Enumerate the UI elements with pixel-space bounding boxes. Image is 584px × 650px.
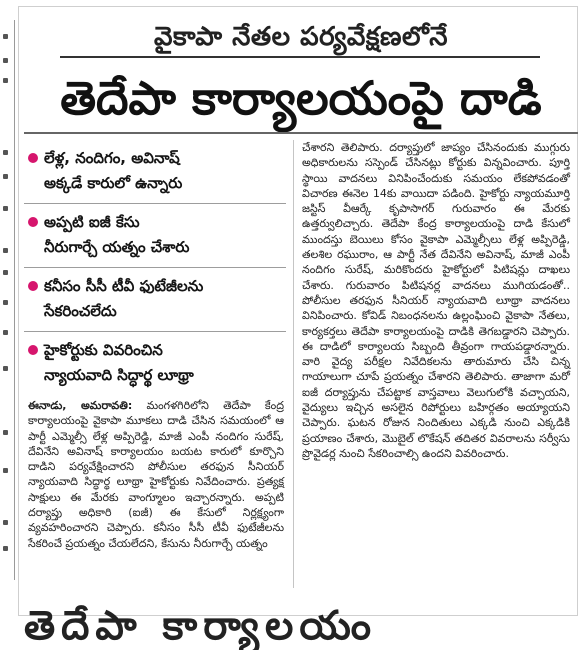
next-article-headline-clipped — [24, 602, 578, 649]
highlight-line: లేళ్ల, నందిగం, అవినాష్ — [44, 149, 180, 167]
highlight-line: సేకరించలేదు — [44, 302, 117, 320]
highlight-line: అక్కడే కారులో ఉన్నారు — [44, 174, 183, 192]
next-headline-text: తెదేపా కార్యాలయం — [24, 603, 378, 649]
bullet-dot-icon — [28, 281, 38, 291]
highlight-item — [24, 140, 286, 204]
body-text-left: మంగళగిరిలోని తెదేపా కేంద్ర కార్యాలయంపై వైకాపా మూకలు దాడి చేసిన సమయంలో ఆ పార్టీ ఎమ్మెల్సీ లేళ్ల అప్పిరెడ్డి, మాజీ ఎంపీ నందిగం సురేష్, దేవినేని అవినాష్ కార్యాలయం బయట కారులో కూర్చొని దాడిని పర్యవేక్షించారని పోలీసుల తరఫున సీనియర్ న్యాయవాది సిద్ధార్థ లూథ్రా హైకోర్టుకు నివేదించారు. ప్రత్యక్ష సాక్షులు ఈ మేరకు వాంగ్మూలం ఇచ్చారన్నారు. అప్పటి దర్యాప్తు అధికారి (ఐజీ) ఈ కేసులో నిర్లక్ష్యంగా వ్యవహరించారని చెప్పారు. కనీసం సీసీ టీవీ ఫుటేజీలను సేకరించే ప్రయత్నం చేయలేదని, కేసును నీరుగార్చే యత్నం — [28, 399, 285, 550]
headline-divider — [24, 132, 578, 134]
highlight-line: నీరుగార్చే యత్నం చేశారు — [44, 238, 190, 256]
highlight-item — [24, 204, 286, 268]
main-headline: తెదేపా కార్యాలయంపై దాడి — [60, 71, 542, 125]
column-separator — [14, 20, 15, 580]
highlight-item — [24, 268, 286, 332]
highlights-box — [24, 140, 286, 392]
bullet-dot-icon — [28, 153, 38, 163]
article-body-left — [28, 398, 284, 584]
kicker-headline: వైకాపా నేతల పర్యవేక్షణలోనే — [154, 22, 448, 52]
body-text-right: చేశారని తెలిపారు. దర్యాప్తులో జాప్యం చేసినందుకు ముగ్గురు అధికారులను సస్పెండ్ చేసినట్లు కోర్టుకు విన్నవించారు. పూర్తి స్థాయి వాదనలు వినిపించేందుకు సమయం లేకపోవడంతో విచారణ ఈనెల 14కు వాయిదా పడింది. హైకోర్టు న్యాయమూర్తి జస్టిస్ వీఆర్కే కృపాసాగర్ గురువారం ఈ మేరకు ఉత్తర్వులిచ్చారు. తెదేపా కేంద్ర కార్యాలయంపై దాడి కేసులో ముందస్తు బెయిలు కోసం వైకాపా ఎమ్మెల్సీలు లేళ్ల అప్పిరెడ్డి, తలశిల రఘురాం, ఆ పార్టీ నేత దేవినేని అవినాష్, మాజీ ఎంపీ నందిగం సురేష్, మరికొందరు హైకోర్టులో పిటిషన్లు దాఖలు చేశారు. గురువారం పిటిషనర్ల వాదనలు ముగియడంతో.. పోలీసుల తరఫున సీనియర్ న్యాయవాది లూథ్రా వాదనలు వినిపించారు. కోవిడ్ నిబంధనలను ఉల్లంఘించి వైకాపా నేతలు, కార్యకర్తలు తెదేపా కార్యాలయంపై దాడికి తెగబడ్డారని చెప్పారు. ఈ దాడిలో కార్యాలయ సిబ్బంది తీవ్రంగా గాయపడ్డారన్నారు. వారి వైద్య పరీక్షల నివేదికలను తారుమారు చేసి చిన్న గాయాలుగా చూపే ప్రయత్నం చేశారని తెలిపారు. తాజాగా మరో ఐజీ దర్యాప్తును చేపట్టాక వాస్తవాలు వెలుగులోకి వచ్చాయని, వైద్యులు ఇచ్చిన అసలైన రిపోర్టులు బహిర్గతం అయ్యాయని చెప్పారు. ఘటన రోజున నిందితులు ఎక్కడి నుంచి ఎక్కడికి ప్రయాణం చేశారు, మొబైల్ లొకేషన్ తదితర వివరాలను సర్వీసు ప్రొవైడర్ల నుంచి సేకరించాల్సి ఉందని వివరించారు. — [302, 141, 570, 460]
column-rule — [293, 140, 294, 588]
highlight-line: కనీసం సీసీ టీవీ ఫుటేజీలను — [44, 277, 204, 295]
dateline: ఈనాడు, అమరావతి: — [28, 399, 133, 412]
bullet-dot-icon — [28, 217, 38, 227]
kicker-underline — [60, 56, 540, 58]
highlight-item — [24, 332, 286, 395]
highlight-line: న్యాయవాది సిద్ధార్థ లూథ్రా — [44, 366, 194, 384]
highlight-line: హైకోర్టుకు వివరించిన — [44, 341, 163, 359]
article-body-right — [302, 140, 570, 585]
adjacent-column-edge — [0, 0, 12, 600]
bullet-dot-icon — [28, 345, 38, 355]
highlight-line: అప్పటి ఐజీ కేసు — [44, 213, 140, 231]
